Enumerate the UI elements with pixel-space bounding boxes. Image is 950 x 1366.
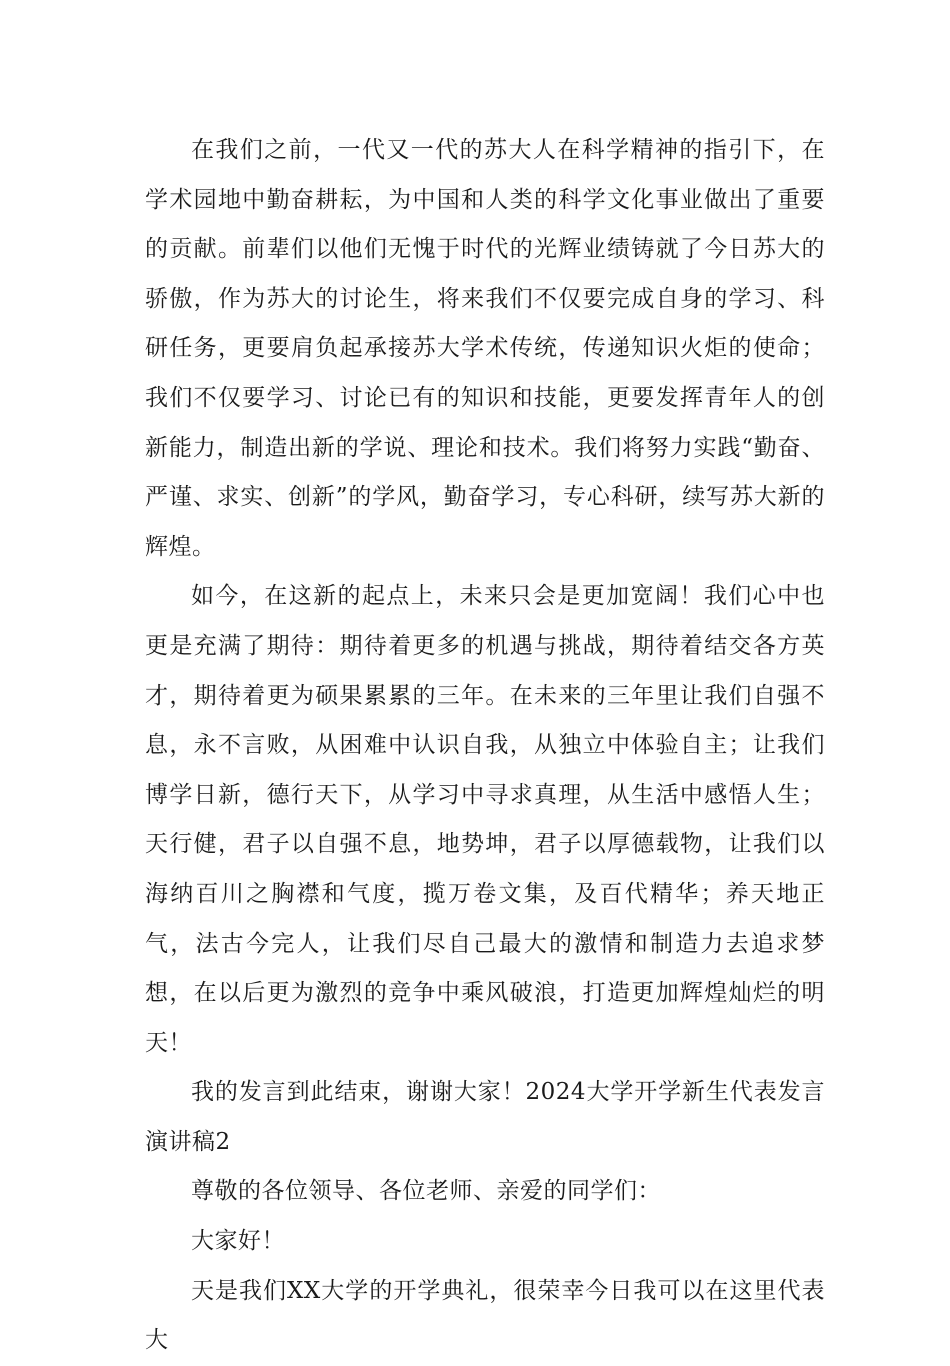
paragraph: 大家好！ — [191, 1228, 285, 1255]
paragraph: 如今，在这新的起点上，未来只会是更加宽阔！我们心中也更是充满了期待：期待着更多的机遇与挑战，期待着结交各方英才，期待着更为硕果累累的三年。在未来的三年里让我们自强不息，永不言败，从困难中认识自我，从独立中体验自主；让我们博学日新，德行天下，从学习中寻求真理，从生活中感悟人生；天行健，君子以自强不息，地势坤，君子以厚德载物，让我们以海纳百川之胸襟和气度，揽万卷文集，及百代精华；养天地正气，法古今完人，让我们尽自己最大的激情和制造力去追求梦想，在以后更为激烈的竞争中乘风破浪，打造更加辉煌灿烂的明天！ — [145, 583, 825, 1056]
paragraph: 尊敬的各位领导、各位老师、亲爱的同学们： — [191, 1178, 661, 1205]
paragraph: 在我们之前，一代又一代的苏大人在科学精神的指引下，在学术园地中勤奋耕耘，为中国和人类的科学文化事业做出了重要的贡献。前辈们以他们无愧于时代的光辉业绩铸就了今日苏大的骄傲，作为苏大的讨论生，将来我们不仅要完成自身的学习、科研任务，更要肩负起承接苏大学术传统，传递知识火炬的使命；我们不仅要学习、讨论已有的知识和技能，更要发挥青年人的创新能力，制造出新的学说、理论和技术。我们将努力实践“勤奋、严谨、求实、创新”的学风，勤奋学习，专心科研，续写苏大新的辉煌。 — [145, 137, 825, 560]
document-body — [145, 126, 825, 1366]
paragraph: 天是我们XX大学的开学典礼，很荣幸今日我可以在这里代表大 — [145, 1277, 825, 1354]
paragraph: 我的发言到此结束，谢谢大家！2024大学开学新生代表发言演讲稿2 — [145, 1079, 825, 1155]
